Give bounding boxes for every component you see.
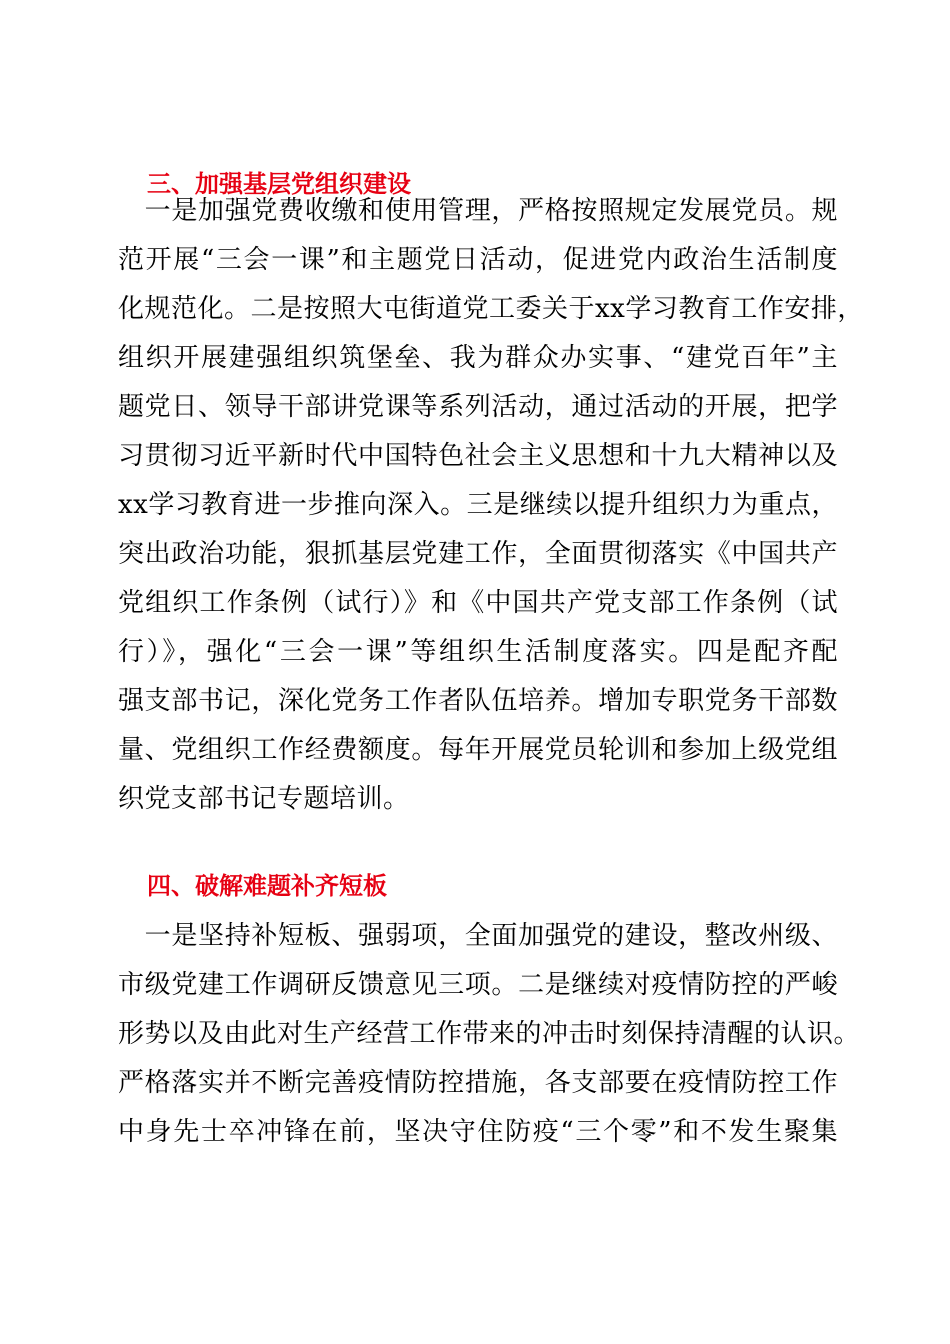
paragraph-line: 强支部书记，深化党务工作者队伍培养。增加专职党务干部数 [118, 686, 838, 716]
section-heading-4: 四、破解难题补齐短板 [147, 872, 387, 900]
paragraph-line: 一是加强党费收缴和使用管理，严格按照规定发展党员。规 [118, 196, 838, 226]
paragraph-line: 量、党组织工作经费额度。每年开展党员轮训和参加上级党组 [118, 735, 838, 765]
paragraph-line: 行）》，强化“三会一课”等组织生活制度落实。四是配齐配 [118, 637, 838, 667]
paragraph-line: 化规范化。二是按照大屯街道党工委关于xx学习教育工作安排， [118, 294, 864, 324]
paragraph-line: 市级党建工作调研反馈意见三项。二是继续对疫情防控的严峻 [118, 970, 838, 1000]
paragraph-line: 习贯彻习近平新时代中国特色社会主义思想和十九大精神以及 [118, 441, 838, 471]
paragraph-line: 党组织工作条例（试行）》和《中国共产党支部工作条例（试 [118, 588, 838, 618]
section-4-paragraph [118, 912, 861, 1157]
paragraph-line: 中身先士卒冲锋在前，坚决守住防疫“三个零”和不发生聚集 [118, 1117, 838, 1147]
section-3-paragraph [118, 187, 864, 824]
paragraph-line: 严格落实并不断完善疫情防控措施，各支部要在疫情防控工作 [118, 1068, 838, 1098]
paragraph-line: 突出政治功能，狠抓基层党建工作，全面贯彻落实《中国共产 [118, 539, 838, 569]
paragraph-line: 织党支部书记专题培训。 [118, 784, 410, 814]
section-heading-3: 三、加强基层党组织建设 [147, 170, 411, 198]
paragraph-line: 一是坚持补短板、强弱项，全面加强党的建设，整改州级、 [118, 921, 838, 951]
paragraph-line: xx学习教育进一步推向深入。三是继续以提升组织力为重点， [118, 490, 838, 520]
paragraph-line: 形势以及由此对生产经营工作带来的冲击时刻保持清醒的认识。 [118, 1019, 861, 1049]
paragraph-line: 范开展“三会一课”和主题党日活动，促进党内政治生活制度 [118, 245, 838, 275]
paragraph-line: 组织开展建强组织筑堡垒、我为群众办实事、“建党百年”主 [118, 343, 838, 373]
paragraph-line: 题党日、领导干部讲党课等系列活动，通过活动的开展，把学 [118, 392, 838, 422]
